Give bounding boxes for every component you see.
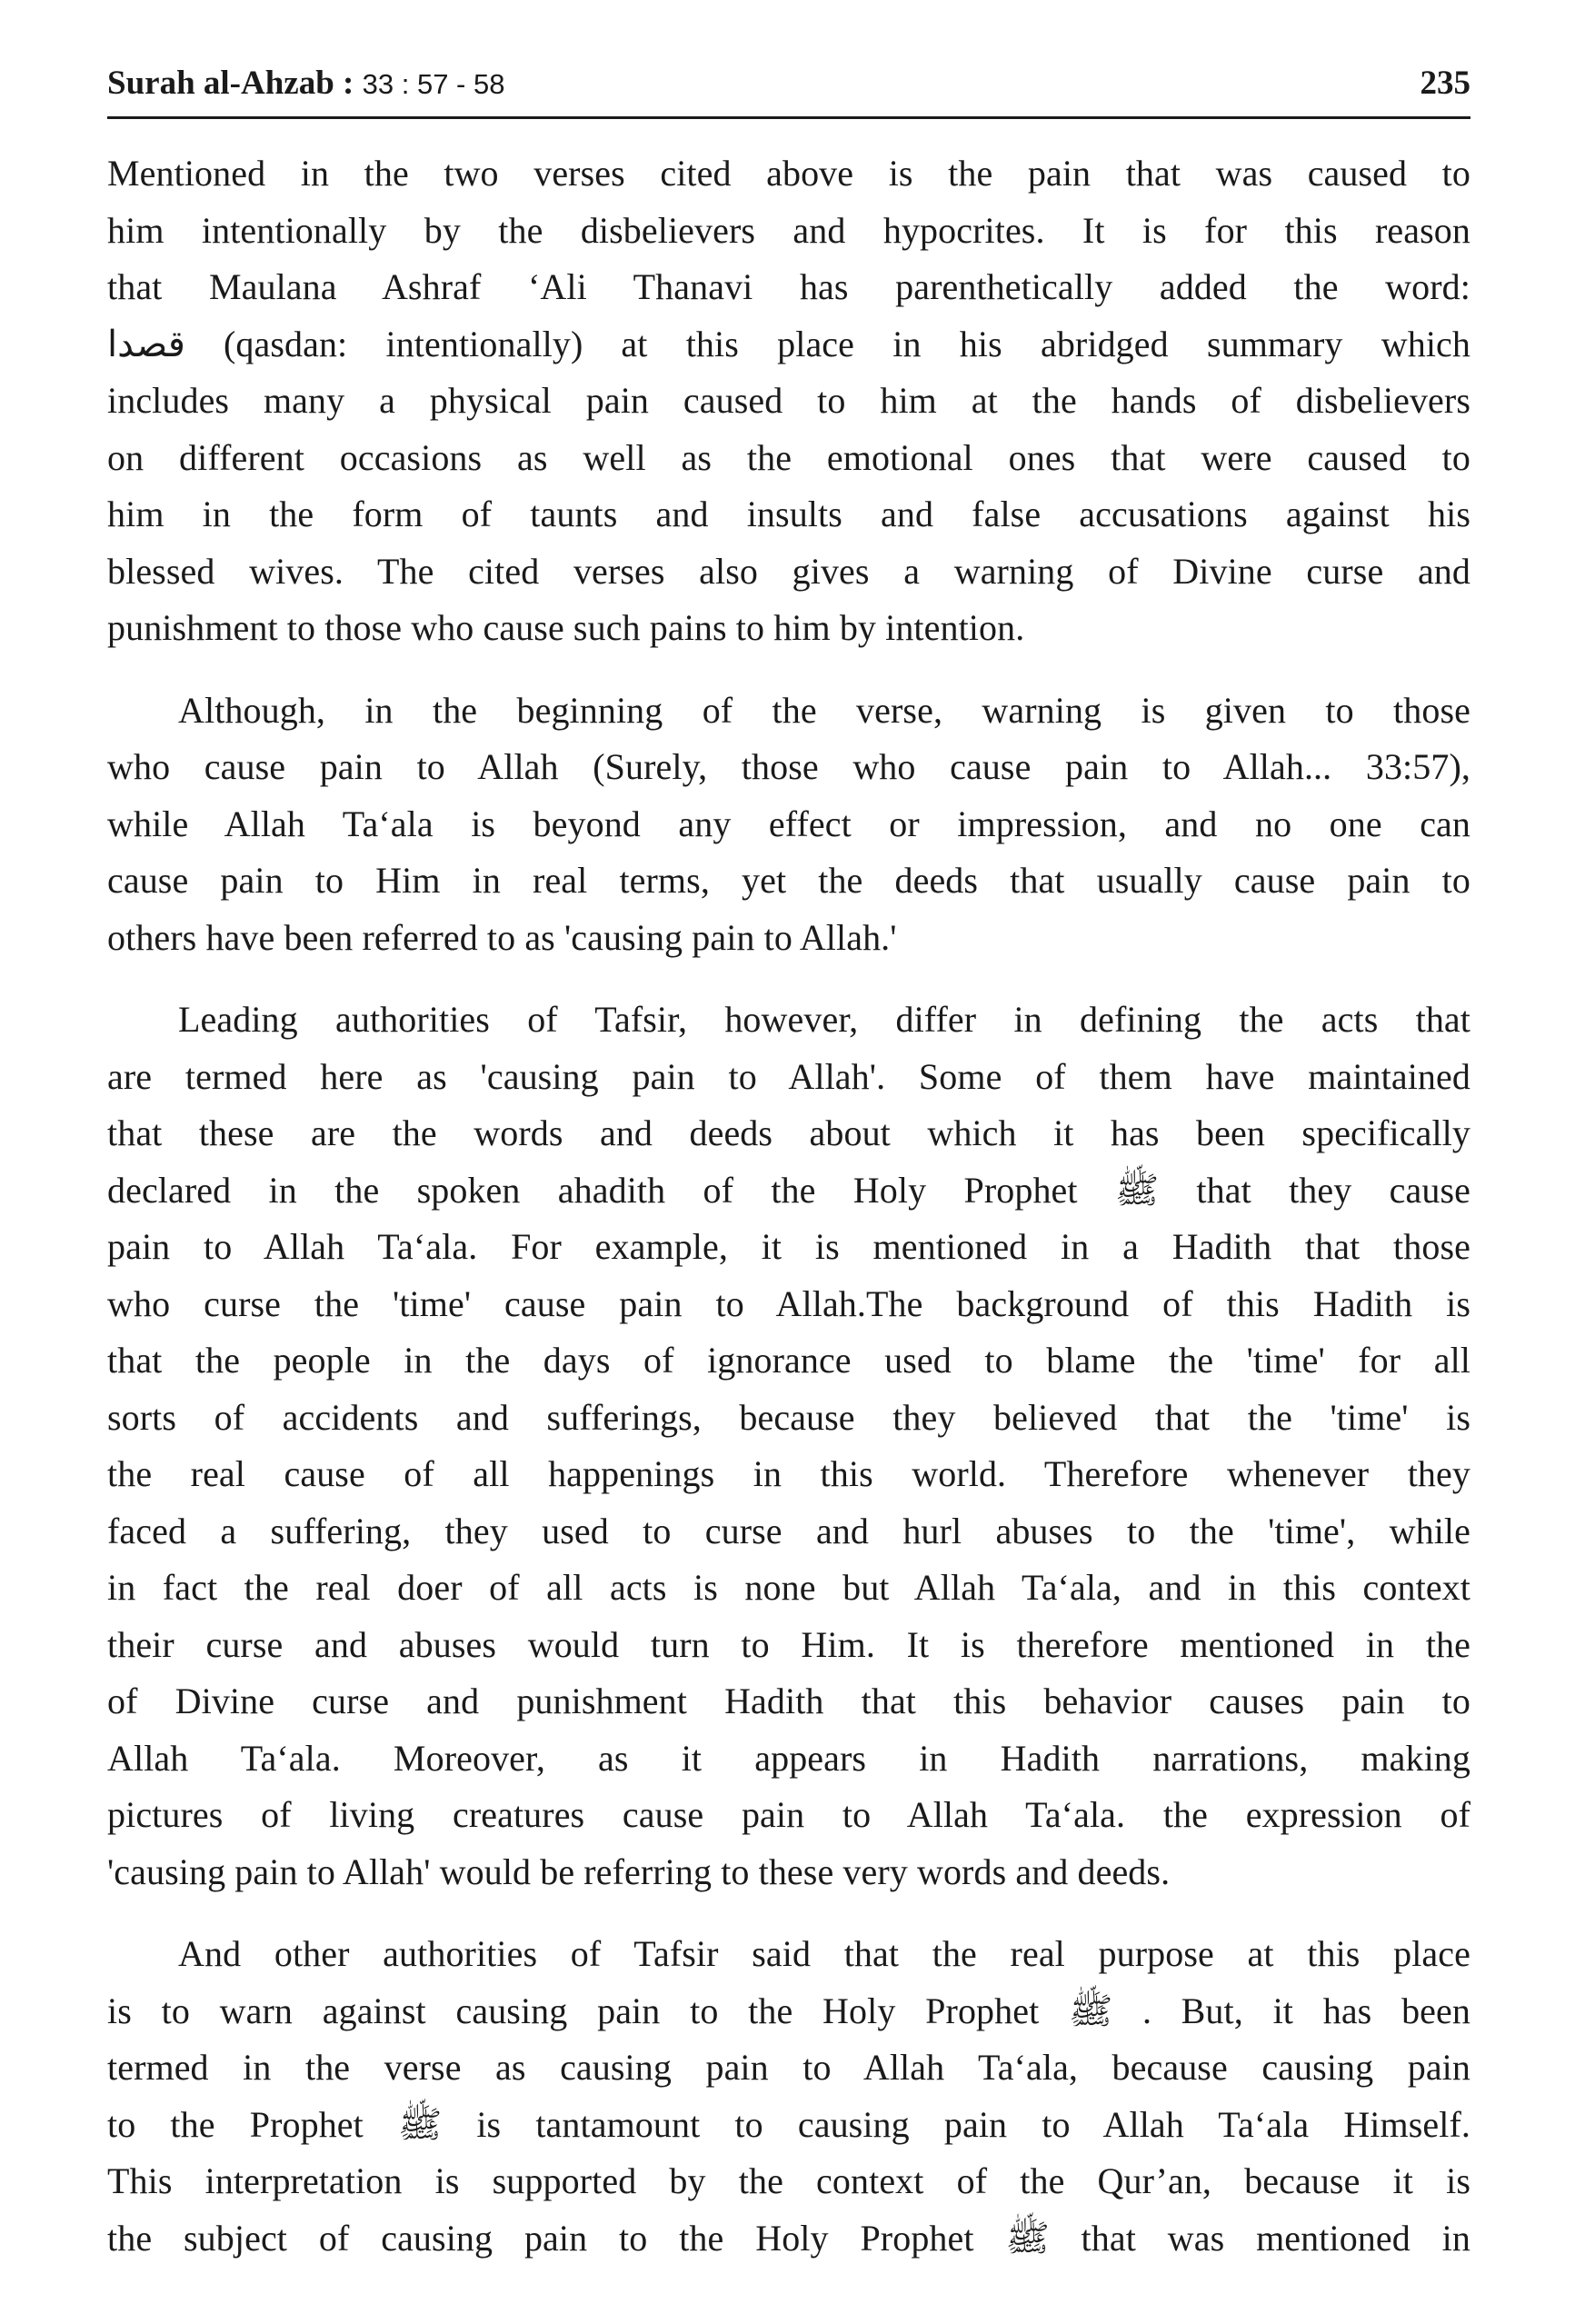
text-line: that the people in the days of ignorance used to blame the 'time' for all [107, 1340, 1470, 1381]
text-line: who curse the 'time' cause pain to Allah.The background of this Hadith is [107, 1282, 1470, 1324]
header-title [107, 56, 504, 112]
text-line: cause pain to Him in real terms, yet the deeds that usually cause pain to [107, 860, 1470, 901]
text-line: him intentionally by the disbelievers and hypocrites. It is for this reason [107, 209, 1470, 251]
paragraph-4 [107, 1926, 1470, 2267]
text-line: blessed wives. The cited verses also gives a warning of Divine curse and [107, 550, 1470, 592]
text-line: sorts of accidents and sufferings, because they believed that the 'time' is [107, 1396, 1470, 1438]
text-line: pain to Allah Ta‘ala. For example, it is mentioned in a Hadith that those [107, 1226, 1470, 1267]
text-line: their curse and abuses would turn to Him. It is therefore mentioned in the [107, 1623, 1470, 1665]
text-line: of Divine curse and punishment Hadith that this behavior causes pain to [107, 1681, 1470, 1721]
text-line: And other authorities of Tafsir said that the real purpose at this place [178, 1933, 1470, 1974]
text-line: who cause pain to Allah (Surely, those who cause pain to Allah... 33:57), [107, 746, 1470, 787]
paragraph-3 [107, 992, 1470, 1900]
text-line: him in the form of taunts and insults and false accusations against his [107, 494, 1470, 534]
text-line: 'causing pain to Allah' would be referring to these very words and deeds. [107, 1850, 1171, 1892]
text-line: others have been referred to as 'causing pain to Allah.' [107, 916, 897, 958]
body-text [107, 145, 1470, 2267]
text-line: Allah Ta‘ala. Moreover, as it appears in Hadith narrations, making [107, 1737, 1470, 1779]
paragraph-2 [107, 683, 1470, 967]
header-rule [107, 116, 1470, 119]
text-line: Although, in the beginning of the verse, warning is given to those [178, 689, 1470, 731]
text-line: Leading authorities of Tafsir, however, differ in defining the acts that [178, 999, 1470, 1040]
text-line: that Maulana Ashraf ‘Ali Thanavi has parenthetically added the word: [107, 266, 1470, 307]
text-line: to the Prophet ﷺ is tantamount to causing pain to Allah Ta‘ala Himself. [107, 2103, 1470, 2145]
text-line: while Allah Ta‘ala is beyond any effect or impression, and no one can [107, 803, 1470, 844]
text-line: that these are the words and deeds about which it has been specifically [107, 1112, 1470, 1153]
paragraph-1 [107, 145, 1470, 657]
text-line: the real cause of all happenings in this world. Therefore whenever they [107, 1453, 1470, 1494]
text-line: termed in the verse as causing pain to Allah Ta‘ala, because causing pain [107, 2047, 1470, 2088]
text-line: Mentioned in the two verses cited above is the pain that was caused to [107, 153, 1470, 194]
text-line: is to warn against causing pain to the Holy Prophet ﷺ . But, it has been [107, 1990, 1470, 2031]
text-line: This interpretation is supported by the context of the Qur’an, because it is [107, 2160, 1470, 2201]
page-number: 235 [1420, 65, 1470, 102]
text-line: pictures of living creatures cause pain to Allah Ta‘ala. the expression of [107, 1794, 1470, 1835]
surah-name: Surah al-Ahzab : [107, 65, 354, 102]
text-line: the subject of causing pain to the Holy Prophet ﷺ that was mentioned in [107, 2217, 1471, 2259]
verse-reference: 33 : 57 - 58 [362, 68, 505, 100]
running-header [107, 56, 1470, 111]
text-line: are termed here as 'causing pain to Allah'. Some of them have maintained [107, 1055, 1470, 1097]
text-line: faced a suffering, they used to curse and hurl abuses to the 'time', while [107, 1510, 1470, 1551]
book-page [107, 0, 1470, 2324]
text-line: declared in the spoken ahadith of the Holy Prophet ﷺ that they cause [107, 1169, 1470, 1211]
text-line: on different occasions as well as the emotional ones that were caused to [107, 436, 1470, 478]
text-line: includes many a physical pain caused to him at the hands of disbelievers [107, 380, 1470, 421]
text-line: قصدا (qasdan: intentionally) at this place in his abridged summary which [107, 323, 1470, 364]
text-line: in fact the real doer of all acts is none but Allah Ta‘ala, and in this context [107, 1567, 1470, 1608]
text-line: punishment to those who cause such pains to him by intention. [107, 607, 1025, 648]
